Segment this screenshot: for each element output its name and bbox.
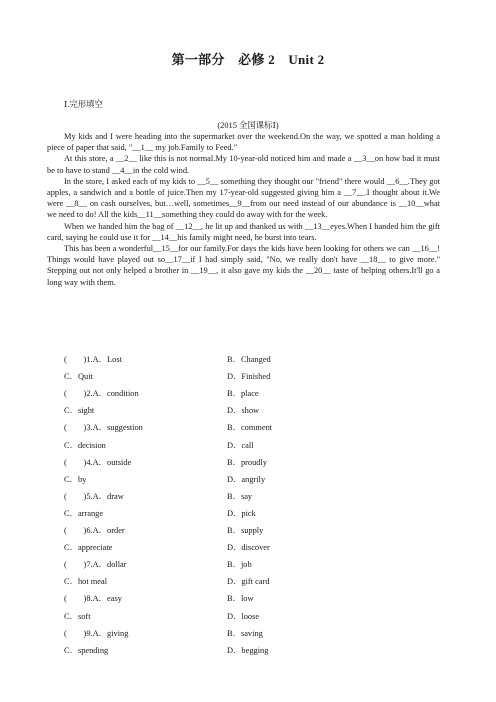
option-text: D．begging: [227, 645, 269, 655]
option-text: B．say: [227, 491, 253, 501]
option-row: [64, 456, 444, 468]
answer-blank[interactable]: ( ): [64, 628, 87, 638]
source-note: (2015 全国课标Ⅰ): [217, 121, 279, 130]
option-text: B．job: [227, 560, 252, 570]
option-left: [64, 473, 86, 485]
answer-blank[interactable]: ( ): [64, 355, 87, 364]
option-left: [64, 456, 131, 468]
option-text: C．by: [64, 474, 87, 484]
option-left: [64, 370, 93, 382]
option-row: [64, 404, 444, 416]
option-text: D．discover: [227, 543, 270, 553]
option-left: [64, 575, 107, 587]
passage-paragraph: My kids and I were heading into the supermarket over the weekend.On the way, we spotted a man holding a piece of paper that said, "__1__ my job.Family to Feed.": [47, 132, 440, 153]
option-text: 8.A．easy: [86, 594, 122, 604]
option-left: [64, 592, 122, 604]
answer-blank[interactable]: ( ): [64, 594, 87, 604]
option-text: B．Changed: [227, 355, 271, 364]
option-row: [64, 644, 444, 656]
option-row: [64, 387, 444, 399]
option-text: C．hot meal: [64, 577, 108, 587]
option-text: 2.A．condition: [86, 389, 139, 399]
answer-blank[interactable]: ( ): [64, 457, 87, 467]
answer-blank[interactable]: ( ): [64, 423, 87, 433]
option-row: [64, 439, 444, 451]
option-text: B．place: [227, 389, 259, 399]
option-text: B．proudly: [227, 457, 268, 467]
option-text: 6.A．order: [86, 526, 125, 535]
page-title: 第一部分 必修 2 Unit 2: [171, 52, 325, 67]
option-text: C．sight: [64, 406, 95, 416]
option-row: [64, 370, 444, 382]
option-text: C．decision: [64, 440, 106, 450]
passage-paragraph: At this store, a __2__ like this is not normal.My 10-year-old noticed him and made a __3__on how bad it must be to have to stand __4__in the cold wind.: [47, 154, 440, 175]
option-left: [64, 507, 103, 519]
answer-blank[interactable]: ( ): [64, 491, 87, 501]
option-row: [64, 558, 444, 570]
option-row: [64, 575, 444, 587]
section-label: Ⅰ.完形填空: [64, 100, 103, 109]
option-text: 1.A．Lost: [86, 355, 122, 364]
passage-paragraph: In the store, I asked each of my kids to __5__ something they thought our "friend" there would __6__.They got apples, a sandwich and a bottle of juice.Then my 17-year-old suggested giving him a __7__.I thought about it.We were __8__ on cash ourselves, but…well, sometimes__9__from our need instead of our abundance is __10__what we need to do! All the kids__11__something they could do away with for the week.: [47, 176, 440, 220]
option-row: [64, 473, 444, 485]
option-text: 9.A．giving: [86, 628, 129, 638]
option-text: D．Finished: [227, 372, 271, 382]
option-left: [64, 524, 125, 536]
option-left: [64, 439, 106, 451]
option-row: [64, 541, 444, 553]
option-left: [64, 353, 122, 365]
option-text: D．gift card: [227, 577, 270, 587]
answer-blank[interactable]: ( ): [64, 389, 87, 399]
answer-blank[interactable]: ( ): [64, 526, 87, 535]
option-text: B．saving: [227, 628, 263, 638]
option-left: [64, 644, 108, 656]
option-text: 5.A．draw: [86, 491, 124, 501]
option-left: [64, 610, 91, 622]
option-text: B．comment: [227, 423, 273, 433]
option-row: [64, 507, 444, 519]
option-row: [64, 490, 444, 502]
option-row: [64, 524, 444, 536]
passage-paragraph: This has been a wonderful__15__for our family.For days the kids have been looking for others we can __16__! Things would have played out so__17__if I had simply said, "No, we really don't have __18__ to give more." Stepping out not only helped a brother in __19__, it also gave my kids the __20__ taste of helping others.It'll go a long way with them.: [47, 244, 440, 287]
option-row: [64, 421, 444, 433]
option-text: C．appreciate: [64, 543, 113, 553]
option-left: [64, 627, 128, 639]
option-text: 3.A．suggestion: [86, 423, 143, 433]
option-text: 7.A．dollar: [86, 560, 127, 570]
option-text: D．call: [227, 440, 254, 450]
answer-blank[interactable]: ( ): [64, 560, 87, 570]
option-left: [64, 421, 143, 433]
option-text: B．low: [227, 594, 254, 604]
option-left: [64, 404, 94, 416]
option-text: D．loose: [227, 611, 260, 621]
option-left: [64, 558, 127, 570]
option-left: [64, 490, 124, 502]
option-text: D．pick: [227, 508, 256, 518]
option-text: D．angrily: [227, 474, 266, 484]
option-text: C．soft: [64, 611, 91, 621]
option-left: [64, 541, 112, 553]
option-text: B．supply: [227, 526, 264, 535]
passage-paragraph: When we handed him the bag of __12__, he lit up and thanked us with __13__eyes.When I handed him the gift card, saying he could use it for __14__his family might need, he burst into tears.: [47, 221, 440, 242]
cloze-passage: [47, 131, 440, 288]
option-row: [64, 627, 444, 639]
option-text: 4.A．outside: [86, 457, 132, 467]
option-row: [64, 353, 444, 365]
option-text: D．show: [227, 406, 260, 416]
option-text: C．arrange: [64, 508, 104, 518]
option-row: [64, 592, 444, 604]
option-text: C．spending: [64, 645, 109, 655]
option-text: C．Quit: [64, 372, 93, 382]
option-row: [64, 610, 444, 622]
option-left: [64, 387, 139, 399]
